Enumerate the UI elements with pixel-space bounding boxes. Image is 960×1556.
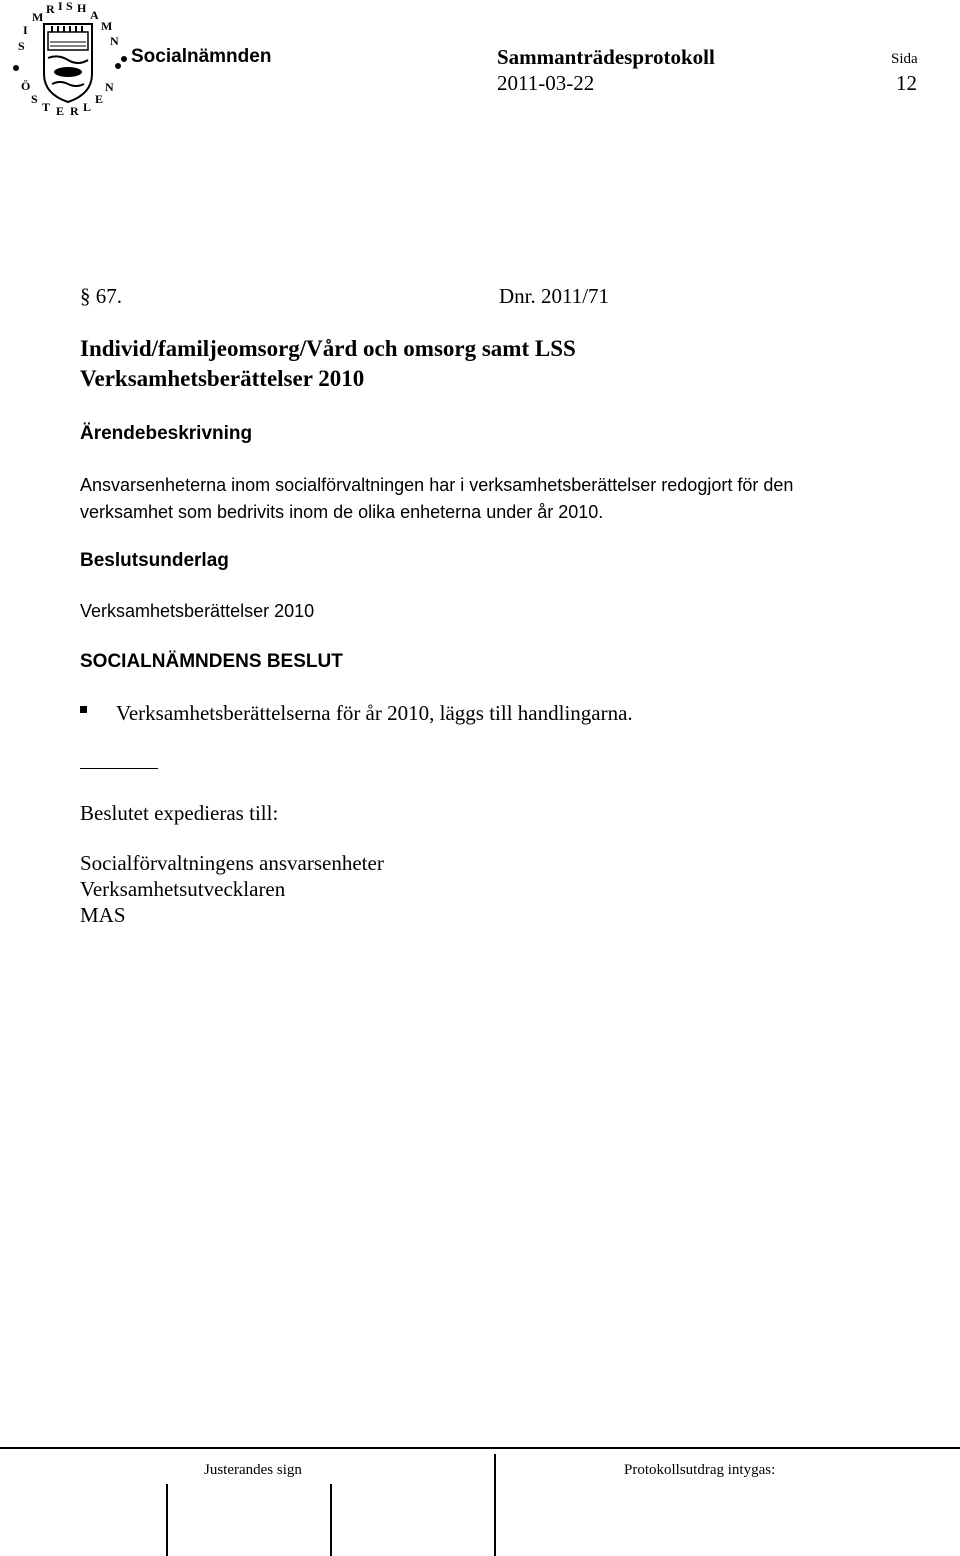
svg-text:E: E bbox=[56, 104, 65, 118]
doc-type: Sammanträdesprotokoll bbox=[497, 45, 715, 69]
protocol-date: 2011-03-22 bbox=[497, 71, 595, 95]
separator-line bbox=[80, 768, 158, 769]
item-title-line2: Verksamhetsberättelser 2010 bbox=[80, 366, 365, 391]
description-line2: verksamhet som bedrivits inom de olika enheterna under år 2010. bbox=[80, 502, 604, 522]
svg-text:I: I bbox=[58, 2, 63, 13]
recipient-item: MAS bbox=[80, 903, 126, 927]
protokollsutdrag-label: Protokollsutdrag intygas: bbox=[624, 1462, 776, 1478]
item-title-line1: Individ/familjeomsorg/Vård och omsorg samt LSS bbox=[80, 336, 576, 361]
header-dot bbox=[121, 56, 127, 62]
footer-divider bbox=[494, 1454, 496, 1556]
svg-text:T: T bbox=[42, 100, 51, 114]
svg-text:R: R bbox=[46, 2, 55, 16]
svg-text:N: N bbox=[110, 34, 119, 48]
svg-text:M: M bbox=[101, 19, 113, 33]
page-number: 12 bbox=[896, 71, 917, 95]
justerandes-sign-label: Justerandes sign bbox=[204, 1462, 302, 1478]
sign-box-right-border bbox=[330, 1484, 332, 1556]
basis-text: Verksamhetsberättelser 2010 bbox=[80, 601, 315, 621]
description-line1: Ansvarsenheterna inom socialförvaltningen har i verksamhetsberättelser redogjort för den bbox=[80, 475, 794, 495]
svg-text:S: S bbox=[18, 39, 25, 53]
svg-text:I: I bbox=[23, 23, 28, 37]
org-name: Socialnämnden bbox=[131, 46, 272, 67]
svg-text:A: A bbox=[90, 8, 99, 22]
sign-box-left-border bbox=[166, 1484, 168, 1556]
paragraph-number: § 67. bbox=[80, 284, 122, 308]
description-heading: Ärendebeskrivning bbox=[80, 423, 253, 444]
decision-bullet-marker bbox=[80, 706, 87, 713]
svg-text:S: S bbox=[31, 92, 38, 106]
recipient-item: Socialförvaltningens ansvarsenheter bbox=[80, 851, 384, 875]
svg-text:Ö: Ö bbox=[21, 79, 31, 93]
svg-text:M: M bbox=[32, 10, 44, 24]
recipient-item: Verksamhetsutvecklaren bbox=[80, 877, 286, 901]
decision-heading: SOCIALNÄMNDENS BESLUT bbox=[80, 651, 343, 672]
basis-heading: Beslutsunderlag bbox=[80, 550, 229, 571]
svg-text:E: E bbox=[95, 92, 104, 106]
svg-text:L: L bbox=[83, 100, 92, 114]
municipal-seal-logo bbox=[6, 2, 126, 118]
dnr: Dnr. 2011/71 bbox=[499, 284, 610, 308]
page-label: Sida bbox=[891, 51, 918, 67]
decision-text: Verksamhetsberättelserna för år 2010, läggs till handlingarna. bbox=[116, 701, 633, 725]
svg-text:S: S bbox=[66, 2, 73, 13]
svg-text:N: N bbox=[105, 80, 114, 94]
svg-text:R: R bbox=[70, 104, 79, 118]
svg-text:H: H bbox=[77, 2, 87, 15]
footer-rule bbox=[0, 1447, 960, 1449]
sent-to-heading: Beslutet expedieras till: bbox=[80, 801, 279, 825]
